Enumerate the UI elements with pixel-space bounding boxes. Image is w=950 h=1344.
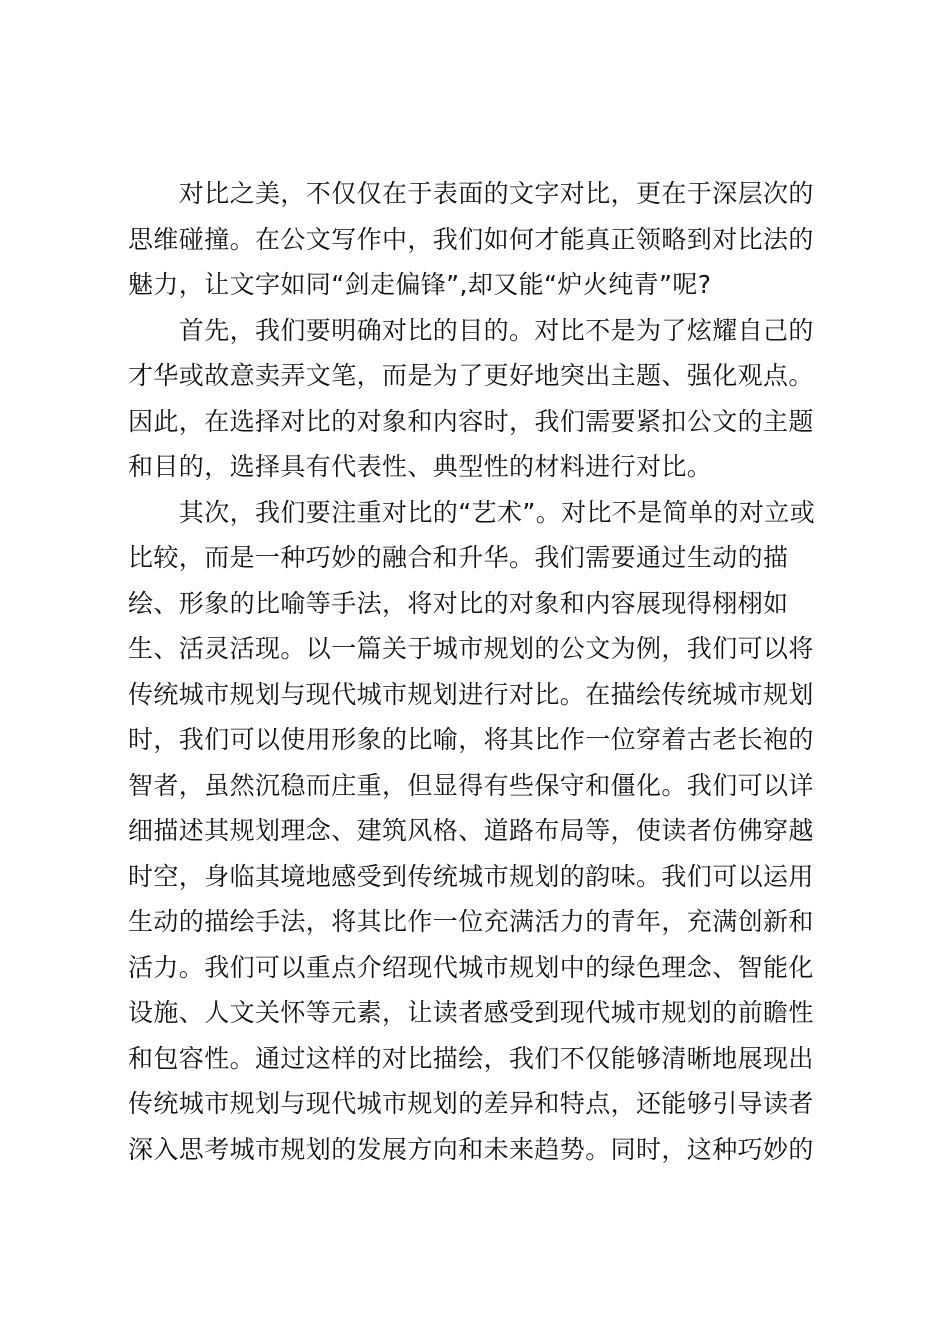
text-line: 绘、形象的比喻等手法，将对比的对象和内容展现得栩栩如 <box>128 588 789 618</box>
text-line: 活力。我们可以重点介绍现代城市规划中的绿色理念、智能化 <box>128 952 814 982</box>
text-line: 智者，虽然沉稳而庄重，但显得有些保守和僵化。我们可以详 <box>128 770 814 800</box>
text-line: 和目的，选择具有代表性、典型性的材料进行对比。 <box>128 452 713 481</box>
paragraph <box>128 308 818 490</box>
text-line: 思维碰撞。在公文写作中，我们如何才能真正领略到对比法的 <box>128 224 814 254</box>
text-line: 深入思考城市规划的发展方向和未来趋势。同时，这种巧妙的 <box>128 1134 814 1164</box>
document-body <box>128 171 818 1172</box>
text-line: 时，我们可以使用形象的比喻，将其比作一位穿着古老长袍的 <box>128 725 814 754</box>
text-line: 设施、人文关怀等元素，让读者感受到现代城市规划的前瞻性 <box>128 998 814 1027</box>
text-line: 生、活灵活现。以一篇关于城市规划的公文为例，我们可以将 <box>128 634 814 663</box>
text-line: 传统城市规划与现代城市规划进行对比。在描绘传统城市规划 <box>128 679 814 709</box>
text-line: 和包容性。通过这样的对比描绘，我们不仅能够清晰地展现出 <box>128 1043 814 1073</box>
text-line: 对比之美，不仅仅在于表面的文字对比，更在于深层次的 <box>128 179 814 208</box>
text-line: 才华或故意卖弄文笔，而是为了更好地突出主题、强化观点。 <box>128 361 814 390</box>
text-line: 魅力，让文字如同“剑走偏锋”,却又能“炉火纯青”呢? <box>128 270 712 299</box>
text-line: 细描述其规划理念、建筑风格、道路布局等，使读者仿佛穿越 <box>128 816 814 845</box>
text-line: 时空，身临其境地感受到传统城市规划的韵味。我们可以运用 <box>128 861 814 891</box>
text-line: 比较，而是一种巧妙的融合和升华。我们需要通过生动的描 <box>128 543 789 572</box>
text-line: 其次，我们要注重对比的“艺术”。对比不是简单的对立或 <box>128 497 816 527</box>
paragraph <box>128 490 818 1173</box>
text-line: 首先，我们要明确对比的目的。对比不是为了炫耀自己的 <box>128 315 814 345</box>
text-line: 生动的描绘手法，将其比作一位充满活力的青年，充满创新和 <box>128 907 814 936</box>
paragraph <box>128 171 818 308</box>
text-line: 因此，在选择对比的对象和内容时，我们需要紧扣公文的主题 <box>128 406 814 436</box>
text-line: 传统城市规划与现代城市规划的差异和特点，还能够引导读者 <box>128 1089 814 1118</box>
